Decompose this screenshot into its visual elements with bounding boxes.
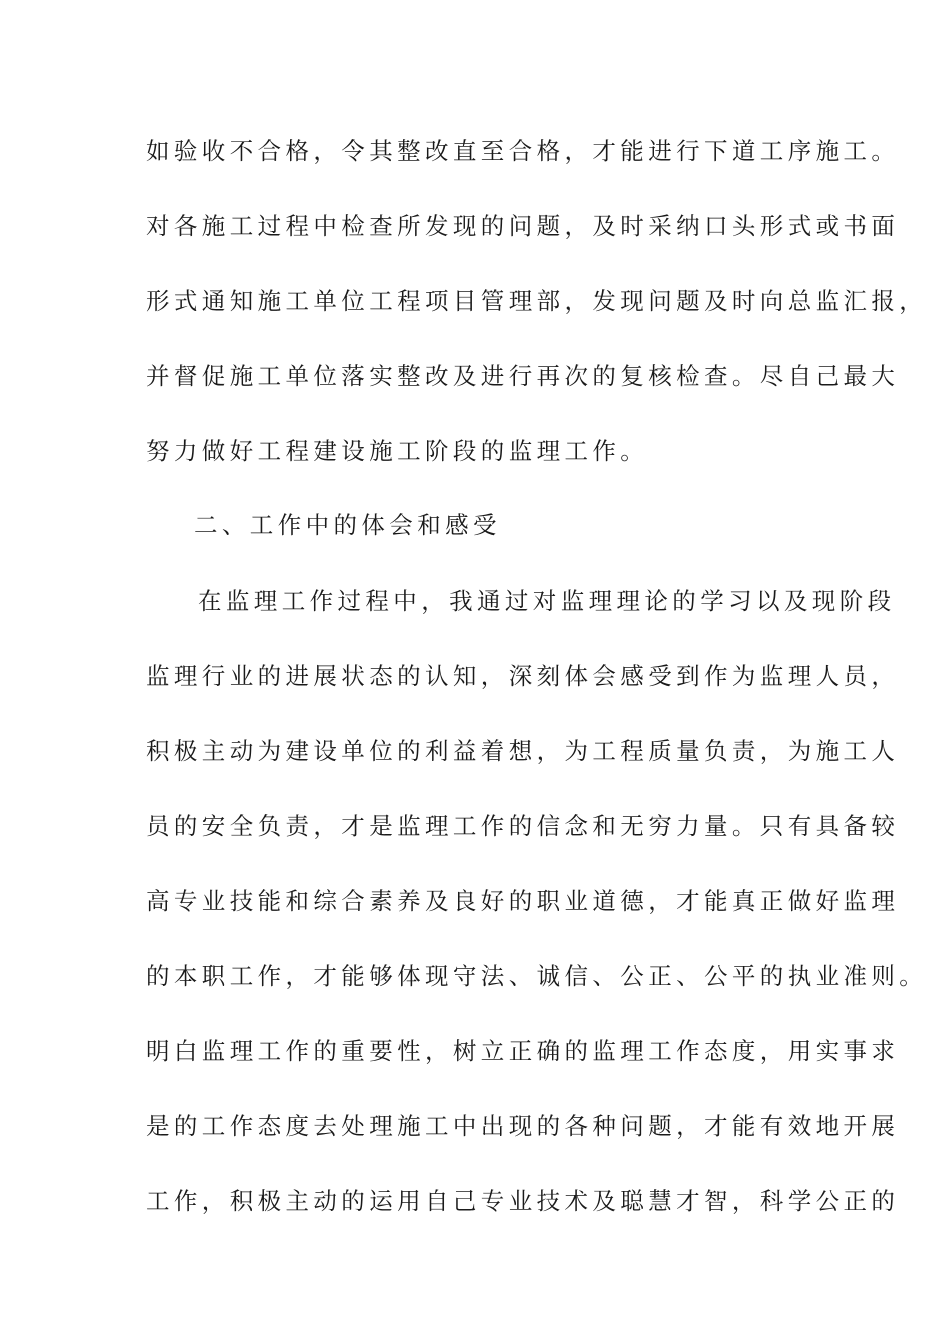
paragraph-line: 对各施工过程中检查所发现的问题，及时采纳口头形式或书面	[146, 212, 900, 240]
paragraph-line: 明白监理工作的重要性，树立正确的监理工作态度，用实事求	[146, 1037, 900, 1065]
paragraph-line: 在监理工作过程中，我通过对监理理论的学习以及现阶段	[198, 587, 896, 615]
paragraph-line: 是的工作态度去处理施工中出现的各种问题，才能有效地开展	[146, 1112, 900, 1140]
paragraph-line: 工作，积极主动的运用自己专业技术及聪慧才智，科学公正的	[146, 1187, 900, 1215]
paragraph-line: 积极主动为建设单位的利益着想，为工程质量负责，为施工人	[146, 737, 900, 765]
paragraph-line: 员的安全负责，才是监理工作的信念和无穷力量。只有具备较	[146, 812, 900, 840]
paragraph-line: 的本职工作，才能够体现守法、诚信、公正、公平的执业准则。	[146, 962, 928, 990]
paragraph-line: 形式通知施工单位工程项目管理部，发现问题及时向总监汇报，	[146, 287, 928, 315]
paragraph-line: 努力做好工程建设施工阶段的监理工作。	[146, 437, 649, 465]
section-heading: 二、工作中的体会和感受	[194, 511, 501, 539]
paragraph-line: 并督促施工单位落实整改及进行再次的复核检查。尽自己最大	[146, 362, 900, 390]
paragraph-line: 如验收不合格，令其整改直至合格，才能进行下道工序施工。	[146, 137, 900, 165]
paragraph-line: 监理行业的进展状态的认知，深刻体会感受到作为监理人员，	[146, 662, 900, 690]
paragraph-line: 高专业技能和综合素养及良好的职业道德，才能真正做好监理	[146, 887, 900, 915]
